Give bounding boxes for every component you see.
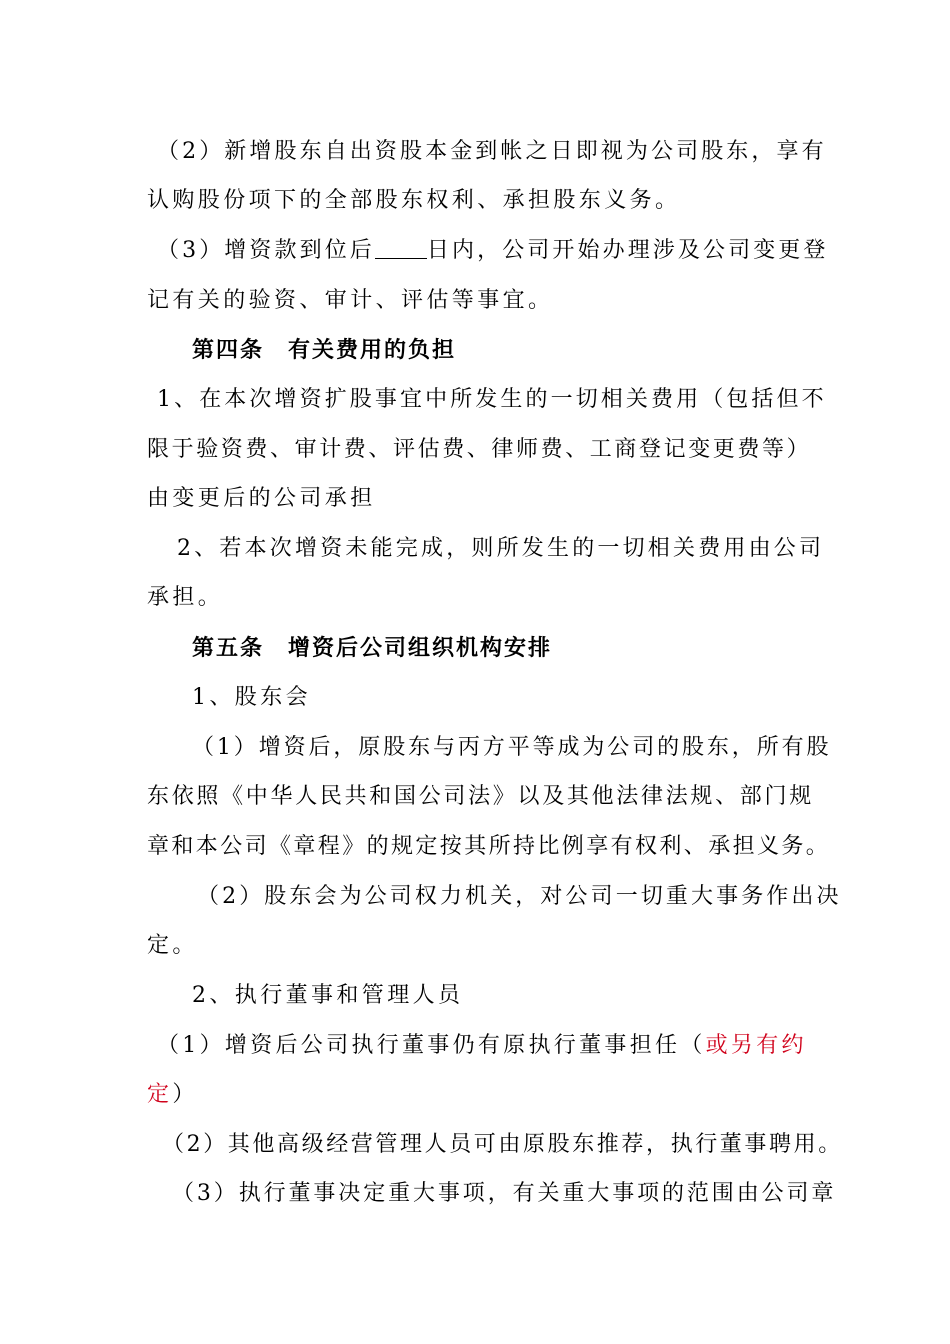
text-span: ） (172, 1082, 198, 1107)
paragraph-line: （3）执行董事决定重大事项，有关重大事项的范围由公司章 (172, 1181, 837, 1206)
paragraph-line: 认购股份项下的全部股东权利、承担股东义务。 (147, 188, 681, 213)
paragraph-line: （2）其他高级经营管理人员可由原股东推荐，执行董事聘用。 (162, 1132, 843, 1157)
paragraph-line: 承担。 (147, 585, 224, 610)
highlighted-text: 定 (147, 1082, 173, 1107)
text-span: （3）增资款到位后 (157, 238, 375, 263)
text-span: 日内，公司开始办理涉及公司变更登 (426, 238, 829, 263)
paragraph-line: 2、执行董事和管理人员 (192, 983, 464, 1008)
paragraph-line: 由变更后的公司承担 (147, 486, 376, 511)
paragraph-line: 1、股东会 (192, 685, 311, 710)
paragraph-line: （1）增资后，原股东与丙方平等成为公司的股东，所有股 (192, 735, 832, 760)
paragraph-line: （2）股东会为公司权力机关，对公司一切重大事务作出决 (197, 884, 842, 909)
paragraph-line: 章和本公司《章程》的规定按其所持比例享有权利、承担义务。 (147, 834, 831, 859)
paragraph-line: 东依照《中华人民共和国公司法》以及其他法律法规、部门规 (147, 784, 814, 809)
paragraph-line (157, 1028, 817, 1064)
fill-in-blank (375, 234, 427, 259)
text-span: （1）增资后公司执行董事仍有原执行董事担任（ (157, 1033, 706, 1058)
paragraph-line: 记有关的验资、审计、评估等事宜。 (147, 288, 554, 313)
section-heading: 第四条 有关费用的负担 (192, 338, 457, 363)
paragraph-line: 1、在本次增资扩股事宜中所发生的一切相关费用（包括但不 (157, 387, 827, 412)
paragraph-line: 2、若本次增资未能完成，则所发生的一切相关费用由公司 (177, 536, 825, 561)
paragraph-line: 定。 (147, 933, 198, 958)
paragraph-line (157, 233, 829, 269)
highlighted-text: 或另有约 (705, 1033, 807, 1058)
section-heading: 第五条 增资后公司组织机构安排 (192, 636, 553, 661)
paragraph-line: 限于验资费、审计费、评估费、律师费、工商登记变更费等） (147, 437, 812, 462)
paragraph-line (147, 1077, 807, 1113)
paragraph-line: （2）新增股东自出资股本金到帐之日即视为公司股东，享有 (157, 139, 827, 164)
